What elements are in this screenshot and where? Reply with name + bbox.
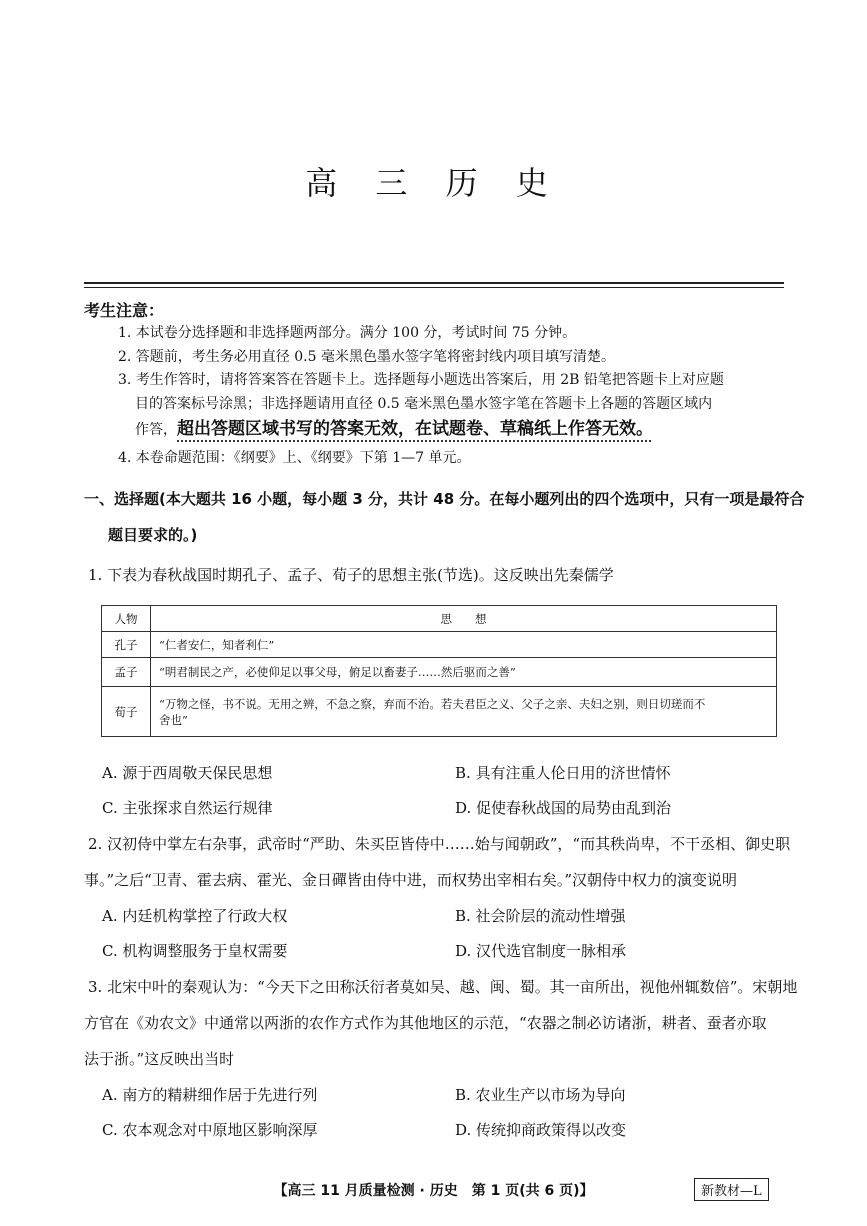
section-heading-line-2: 题目要求的。) [108,526,198,544]
q2-option-d: D. 汉代选官制度一脉相承 [455,942,627,960]
question-3-line-3: 法于浙。”这反映出当时 [84,1050,235,1068]
question-3-line-2: 方官在《劝农文》中通常以两浙的农作方式作为其他地区的示范，“农器之制必访诸浙，耕者、蚕者亦取 [84,1014,767,1032]
notice-item-2: 2. 答题前，考生务必用直径 0.5 毫米黑色墨水签字笔将密封线内项目填写清楚。 [118,349,615,365]
q1-option-d: D. 促使春秋战国的局势由乱到治 [455,799,672,817]
question-2-line-2: 事。”之后“卫青、霍去病、霍光、金日磾皆由侍中进，而权势出宰相右矣。”汉朝侍中权力的演变说明 [84,871,738,889]
table-row [102,632,777,658]
header-rule-thick [84,282,784,284]
notice-item-3-prefix: 作答， [135,422,177,438]
table-header-person: 人物 [102,606,151,632]
table-cell-thought [151,687,777,737]
q1-option-c: C. 主张探求自然运行规律 [102,799,273,817]
table-cell-thought: “仁者安仁，知者利仁” [151,632,777,658]
question-2-line-1: 2. 汉初侍中掌左右杂事，武帝时“严助、朱买臣皆侍中……始与闻朝政”，“而其秩尚卑，不干丞相、御史职 [88,835,791,853]
section-heading-line-1: 一、选择题(本大题共 16 小题，每小题 3 分，共计 48 分。在每小题列出的四个选项中，只有一项是最符合 [84,490,805,508]
q2-option-c: C. 机构调整服务于皇权需要 [102,942,288,960]
notice-item-1: 1. 本试卷分选择题和非选择题两部分。满分 100 分，考试时间 75 分钟。 [118,325,577,341]
q1-option-a: A. 源于西周敬天保民思想 [102,764,273,782]
table-header-thought: 思 想 [151,606,777,632]
table-row [102,687,777,737]
table-cell-thought-line-2: 舍也” [159,712,188,727]
q1-option-b: B. 具有注重人伦日用的济世情怀 [455,764,671,782]
question-1-stem: 1. 下表为春秋战国时期孔子、孟子、荀子的思想主张(节选)。这反映出先秦儒学 [88,566,614,584]
notice-item-3-line-2: 目的答案标号涂黑；非选择题请用直径 0.5 毫米黑色墨水签字笔在答题卡上各题的答题区域内 [135,396,713,412]
q3-option-d: D. 传统抑商政策得以改变 [455,1121,627,1139]
notice-item-4: 4. 本卷命题范围：《纲要》上、《纲要》下第 1—7 单元。 [118,450,471,466]
q2-option-b: B. 社会阶层的流动性增强 [455,907,626,925]
q3-option-b: B. 农业生产以市场为导向 [455,1086,626,1104]
q2-option-a: A. 内廷机构掌控了行政大权 [102,907,288,925]
notice-item-3-line-1: 3. 考生作答时，请将答案答在答题卡上。选择题每小题选出答案后，用 2B 铅笔把答题卡上对应题 [118,372,724,388]
notice-item-3-line-3 [135,414,653,439]
table-row [102,658,777,687]
edition-badge: 新教材—L [694,1178,769,1201]
page-footer: 【高三 11 月质量检测 · 历史 第 1 页(共 6 页)】 [273,1183,594,1199]
table-cell-thought-line-1: “万物之怪，书不说。无用之辨，不急之察，弃而不治。若夫君臣之义、父子之亲、夫妇之别，则日切瑳而不 [159,696,706,711]
q3-option-c: C. 农本观念对中原地区影响深厚 [102,1121,318,1139]
table-cell-person: 孔子 [102,632,151,658]
notice-heading: 考生注意： [84,301,165,320]
table-cell-person: 孟子 [102,658,151,687]
question-3-line-1: 3. 北宋中叶的秦观认为：“今天下之田称沃衍者莫如吴、越、闽、蜀。其一亩所出，视他州辄数倍”。宋朝地 [88,978,798,996]
page-title: 高 三 历 史 [305,164,562,202]
thought-table [101,605,777,737]
header-rule-thin [84,287,784,288]
table-cell-thought: “明君制民之产，必使仰足以事父母，俯足以畜妻子……然后驱而之善” [151,658,777,687]
notice-emphasis: 超出答题区域书写的答案无效，在试题卷、草稿纸上作答无效。 [177,419,653,439]
table-cell-person: 荀子 [102,687,151,737]
table-header-row [102,606,777,632]
q3-option-a: A. 南方的精耕细作居于先进行列 [102,1086,318,1104]
